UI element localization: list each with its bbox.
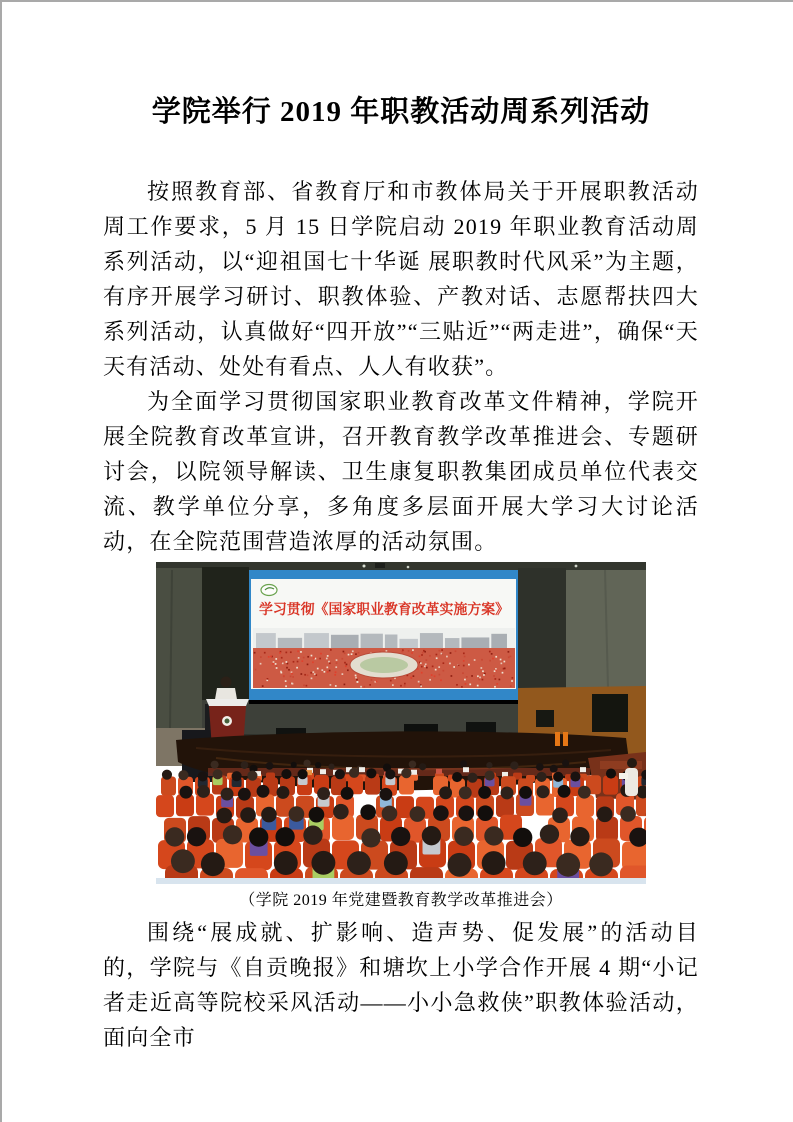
left-wall-panel [156, 568, 202, 732]
projection-screen [249, 570, 518, 702]
ceiling-light [575, 565, 578, 568]
audience-seats [156, 760, 646, 884]
slide-title: 学习贯彻《国家职业教育改革实施方案》 [259, 601, 509, 617]
ceiling-light [407, 566, 410, 569]
projector [375, 563, 385, 568]
speaker-cabinet [592, 694, 628, 732]
stage-monitor [536, 710, 554, 727]
paragraph-1: 按照教育部、省教育厅和市教体局关于开展职教活动周工作要求，5 月 15 日学院启动 2019 年职业教育活动周系列活动，以“迎祖国七十华诞 展职教时代风采”为主题，有序开展学习研讨、职教体验、产教对话、志愿帮扶四大系列活动，认真做好“四开放”“三贴近”“两走进”，确保“天天有活动、处处有看点、人人有收获”。 [103, 179, 699, 379]
podium-top [206, 699, 249, 706]
ceiling-light [363, 565, 366, 568]
lecture-hall-photo [156, 562, 646, 884]
event-photo-figure [103, 562, 699, 915]
podium-emblem-center [225, 719, 230, 724]
photo-bottom-strip [156, 878, 646, 884]
orange-bottle [563, 732, 568, 746]
paragraph-2: 为全面学习贯彻国家职业教育改革文件精神，学院开展全院教育改革宣讲，召开教育教学改革推进会、专题研讨会，以院领导解读、卫生康复职教集团成员单位代表交流、教学单位分享，多角度多层面开展大学习大讨论活动，在全院范围营造浓厚的活动氛围。 [103, 389, 699, 554]
screen-bottom-edge [249, 700, 518, 704]
slide-crowd-image [253, 628, 515, 688]
right-dark-panel [518, 568, 566, 688]
orange-bottle [555, 732, 560, 746]
photo-caption: （学院 2019 年党建暨教育教学改革推进会） [239, 892, 563, 909]
presenter-head [221, 677, 232, 688]
stage-monitor [466, 722, 496, 733]
document-content [2, 2, 793, 1055]
event-photo [156, 562, 646, 884]
slide-logo [261, 585, 277, 596]
paragraph-3: 围绕“展成就、扩影响、造声势、促发展”的活动目的，学院与《自贡晚报》和塘坎上小学合作开展 4 期“小记者走近高等院校采风活动——小小急救侠”职教体验活动，面向全市 [103, 920, 699, 1050]
page-title: 学院举行 2019 年职教活动周系列活动 [151, 96, 651, 128]
